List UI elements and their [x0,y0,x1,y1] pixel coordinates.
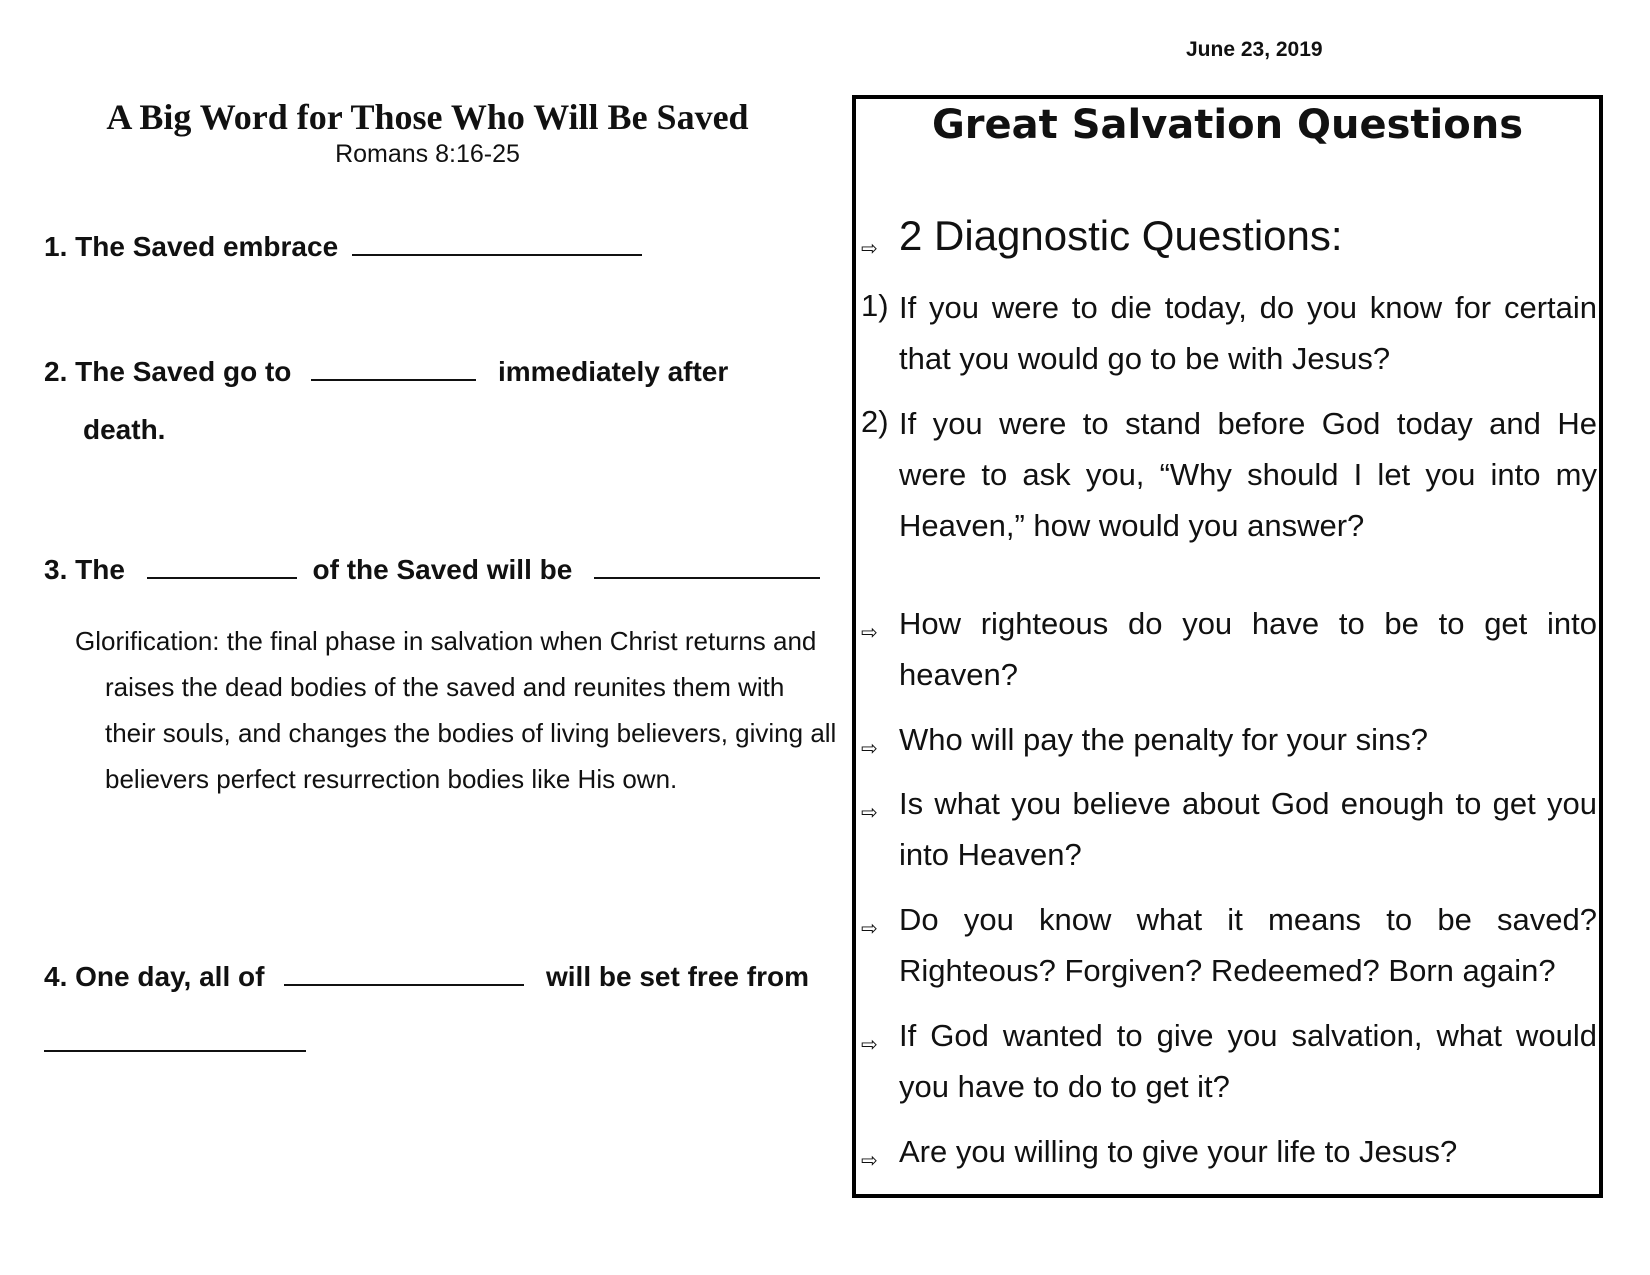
fill-in-blank[interactable] [44,1026,306,1052]
point-1-text: 1. The Saved embrace [44,231,339,262]
fill-in-blank[interactable] [284,960,524,986]
arrow-icon: ⇨ [861,1034,878,1056]
diagnostic-question: If you were to stand before God today and He were to ask you, “Why should I let you into my Heaven,” how would you answer? [899,406,1597,543]
arrow-icon: ⇨ [861,738,878,760]
diagnostic-number: 1) [861,288,889,323]
arrow-icon: ⇨ [861,238,878,260]
bulletin-date: June 23, 2019 [1186,38,1323,61]
point-3-text: 3. The [44,554,125,585]
question-item: Is what you believe about God enough to get you into Heaven? [899,786,1597,872]
box-title: Great Salvation Questions [931,102,1524,148]
question-item: Are you willing to give your life to Jesus? [899,1134,1458,1169]
question-item: How righteous do you have to be to get into heaven? [899,606,1597,692]
fill-in-blank[interactable] [594,553,820,579]
sermon-title: A Big Word for Those Who Will Be Saved [106,97,749,137]
diagnostic-number: 2) [861,404,889,439]
diagnostic-heading: 2 Diagnostic Questions: [899,212,1343,259]
question-item: Do you know what it means to be saved? Righteous? Forgiven? Redeemed? Born again? [899,902,1597,988]
question-item: If God wanted to give you salvation, what would you have to do to get it? [899,1018,1597,1104]
point-4-text: 4. One day, all of [44,961,265,992]
arrow-icon: ⇨ [861,1150,878,1172]
fill-in-blank[interactable] [311,355,476,381]
point-2 [44,355,728,388]
point-2-text-after: immediately after [497,356,729,387]
point-3-text-after: of the Saved will be [312,554,573,585]
point-4 [44,960,809,993]
question-item: Who will pay the penalty for your sins? [899,722,1428,757]
fill-in-blank[interactable] [352,230,642,256]
arrow-icon: ⇨ [861,918,878,940]
point-2-continued: death. [83,414,166,445]
scripture-reference: Romans 8:16-25 [335,140,520,168]
arrow-icon: ⇨ [861,622,878,644]
arrow-icon: ⇨ [861,802,878,824]
diagnostic-question: If you were to die today, do you know for certain that you would go to be with Jesus? [899,290,1597,376]
point-2-text: 2. The Saved go to [44,356,292,387]
point-4-text-after: will be set free from [546,961,809,992]
point-1 [44,230,642,263]
fill-in-blank[interactable] [147,553,297,579]
point-3 [44,553,820,586]
glorification-definition: Glorification: the final phase in salvation when Christ returns and raises the dead bodies of the saved and reunites them with their souls, and changes the bodies of living believers, giving all believers perfect resurrection bodies like His own. [75,626,837,794]
